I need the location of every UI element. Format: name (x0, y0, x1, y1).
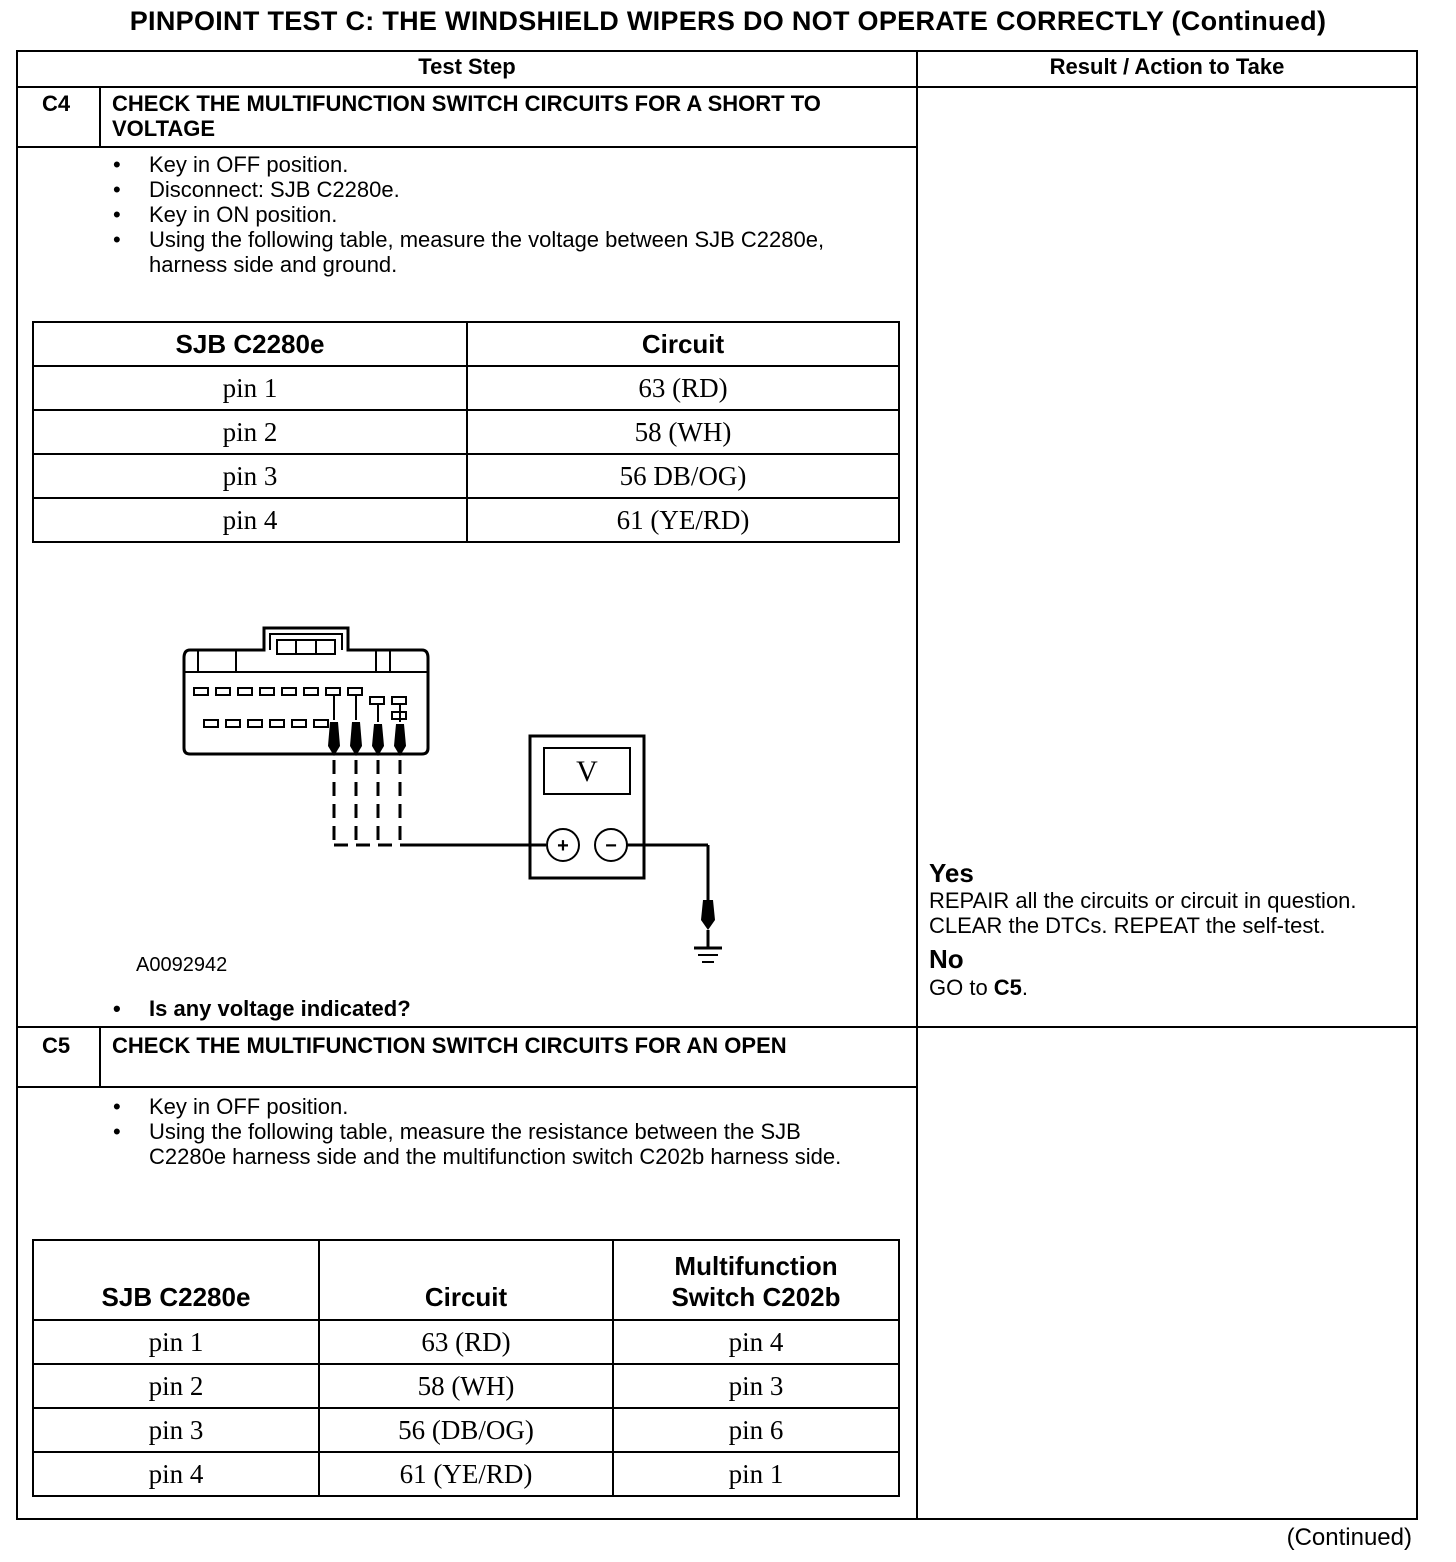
table-cell: 58 (WH) (467, 410, 899, 454)
table-cell: 63 (RD) (319, 1320, 613, 1364)
table-cell: pin 1 (33, 1320, 319, 1364)
table-row (33, 1408, 899, 1452)
result-no-label: No (929, 944, 964, 974)
step-title-c4: CHECK THE MULTIFUNCTION SWITCH CIRCUITS FOR A SHORT TO VOLTAGE (112, 91, 821, 141)
c5-id-divider (99, 1026, 101, 1088)
positive-terminal-icon: + (557, 835, 569, 857)
table-cell: pin 4 (33, 498, 467, 542)
table-header: SJB C2280e (33, 1240, 319, 1320)
table-cell: 56 (DB/OG) (319, 1408, 613, 1452)
step-title-c5: CHECK THE MULTIFUNCTION SWITCH CIRCUITS FOR AN OPEN (112, 1033, 787, 1058)
table-cell: pin 3 (33, 1408, 319, 1452)
figure-id: A0092942 (136, 954, 228, 976)
table-cell: pin 1 (33, 366, 467, 410)
meter-label: V (576, 755, 598, 788)
negative-terminal-icon: − (605, 835, 617, 857)
goto-step-link[interactable]: C5 (993, 975, 1022, 1000)
column-divider (916, 50, 918, 1520)
continued-label: (Continued) (1286, 1524, 1412, 1551)
column-header-test-step: Test Step (418, 54, 516, 79)
c5-pin-table (32, 1239, 900, 1497)
c4-instruction: • Using the following table, measure the voltage between SJB C2280e, harness side and ground. (113, 227, 873, 277)
table-cell: pin 4 (613, 1320, 899, 1364)
table-header: Circuit (319, 1240, 613, 1320)
table-cell: pin 3 (33, 454, 467, 498)
c4-question: • Is any voltage indicated? (113, 996, 873, 1021)
c4-instruction: • Disconnect: SJB C2280e. (113, 177, 873, 202)
result-no-action-text: GO to (929, 975, 994, 1000)
table-cell: pin 1 (613, 1452, 899, 1496)
frame-bottom (16, 1518, 1418, 1520)
table-cell: pin 4 (33, 1452, 319, 1496)
voltage-measurement-diagram (0, 0, 916, 1000)
table-cell: 58 (WH) (319, 1364, 613, 1408)
c5-title-divider (16, 1086, 918, 1088)
result-no-action-suffix: . (1021, 975, 1029, 1000)
c5-instruction: • Using the following table, measure the resistance between the SJB C2280e harness side and the multifunction switch C202b harness side. (113, 1119, 883, 1169)
result-yes-action: REPAIR all the circuits or circuit in question. CLEAR the DTCs. REPEAT the self-test. (929, 888, 1357, 938)
table-cell: 61 (YE/RD) (467, 498, 899, 542)
table-row (33, 1364, 899, 1408)
table-cell: pin 2 (33, 410, 467, 454)
c4-results (929, 858, 1409, 1000)
table-cell: pin 2 (33, 1364, 319, 1408)
table-cell: pin 6 (613, 1408, 899, 1452)
table-header: Circuit (467, 322, 899, 366)
c4-question-list (113, 996, 873, 1021)
table-row (33, 1320, 899, 1364)
result-no-action (929, 975, 1409, 1000)
step-id-c5: C5 (42, 1033, 71, 1058)
table-cell: 56 DB/OG) (467, 454, 899, 498)
result-yes-label: Yes (929, 858, 974, 888)
frame-right (1416, 50, 1418, 1520)
page-title: PINPOINT TEST C: THE WINDSHIELD WIPERS DO NOT OPERATE CORRECTLY (Continued) (129, 6, 1327, 36)
table-cell: 61 (YE/RD) (319, 1452, 613, 1496)
c5-instruction: • Key in OFF position. (113, 1094, 883, 1119)
step-id-c4: C4 (42, 91, 71, 116)
column-header-result: Result / Action to Take (1049, 54, 1285, 79)
c4-instruction: • Key in ON position. (113, 202, 873, 227)
table-cell: pin 3 (613, 1364, 899, 1408)
table-row (33, 1452, 899, 1496)
table-header-row (33, 1240, 899, 1320)
c4-instruction: • Key in OFF position. (113, 152, 873, 177)
c5-top-divider (16, 1026, 1418, 1028)
table-header: Multifunction Switch C202b (613, 1240, 899, 1320)
c5-instructions (113, 1094, 883, 1169)
table-cell: 63 (RD) (467, 366, 899, 410)
table-header: SJB C2280e (33, 322, 467, 366)
